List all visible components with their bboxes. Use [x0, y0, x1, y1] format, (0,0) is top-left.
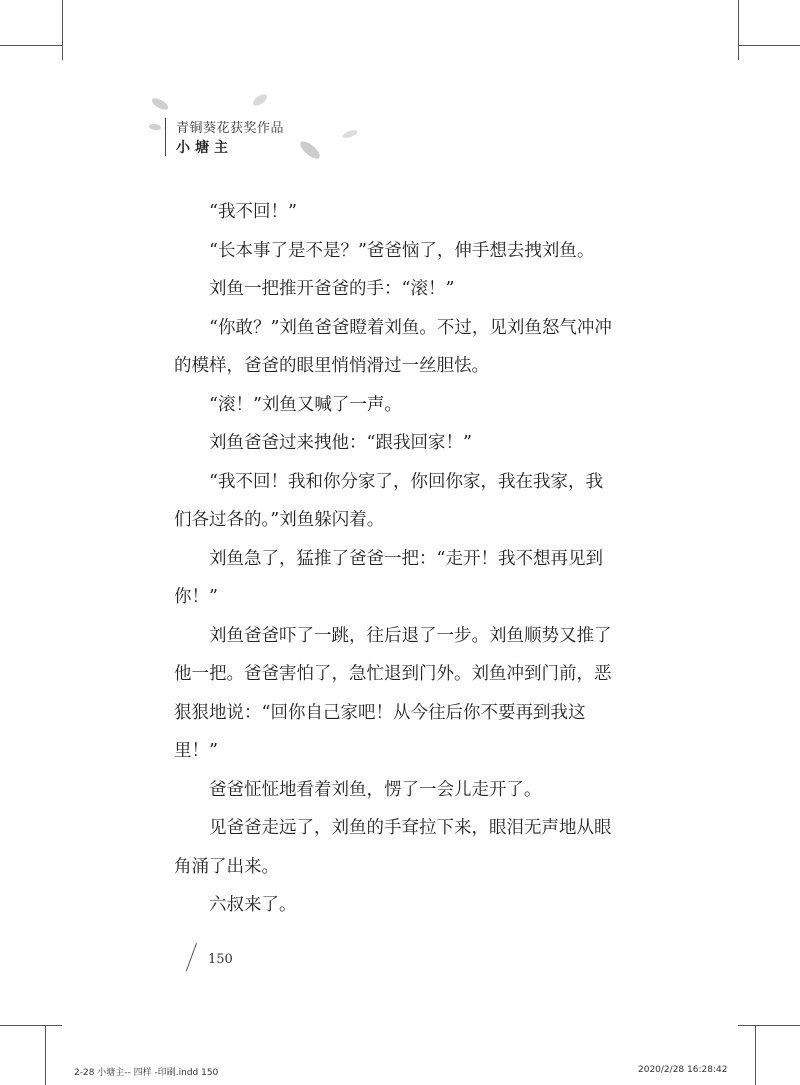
crop-mark	[62, 0, 63, 60]
paragraph: “滚！”刘鱼又喊了一声。	[209, 394, 402, 415]
crop-mark	[0, 45, 62, 46]
paragraph: “我不回！我和你分家了，你回你家，我在我家，我们各过各的。”刘鱼躲闪着。	[174, 471, 603, 530]
body-text	[174, 193, 614, 925]
crop-mark	[45, 1025, 46, 1085]
paragraph: “我不回！”	[209, 202, 297, 222]
paragraph: “你敢？”刘鱼爸爸瞪着刘鱼。不过，见刘鱼怒气冲冲的模样，爸爸的眼里悄悄滑过一丝胆怯。	[174, 317, 612, 376]
paragraph: 见爸爸走远了，刘鱼的手耷拉下来，眼泪无声地从眼角涌了出来。	[174, 818, 612, 877]
paragraph: 刘鱼爸爸吓了一跳，往后退了一步。刘鱼顺势又推了他一把。爸爸害怕了，急忙退到门外。刘鱼冲到门前，恶狠狠地说：“回你自己家吧！从今往后你不要再到我这里！”	[174, 625, 612, 761]
crop-mark	[0, 1025, 62, 1026]
crop-mark	[738, 0, 739, 60]
paragraph: “长本事了是不是？”爸爸恼了，伸手想去拽刘鱼。	[209, 240, 595, 261]
crop-mark	[738, 45, 800, 46]
book-title: 小塘主	[176, 140, 233, 156]
page-number-slash	[186, 943, 197, 972]
paragraph: 六叔来了。	[209, 895, 297, 915]
page-number: 150	[208, 952, 233, 967]
crop-mark	[755, 1025, 756, 1085]
print-slug-timestamp: 2020/2/28 16:28:42	[638, 1065, 728, 1075]
paragraph: 爸爸怔怔地看着刘鱼，愣了一会儿走开了。	[209, 779, 542, 800]
paragraph: 刘鱼急了，猛推了爸爸一把：“走开！我不想再见到你！”	[174, 548, 603, 607]
print-slug-file: 2-28 小塘主-- 四样 -印刷.indd 150	[74, 1068, 219, 1078]
series-title: 青铜葵花获奖作品	[176, 121, 285, 136]
header-bar	[165, 118, 166, 156]
paragraph: 刘鱼一把推开爸爸的手：“滚！”	[209, 279, 455, 299]
paragraph: 刘鱼爸爸过来拽他：“跟我回家！”	[209, 433, 472, 453]
crop-mark	[738, 1025, 800, 1026]
